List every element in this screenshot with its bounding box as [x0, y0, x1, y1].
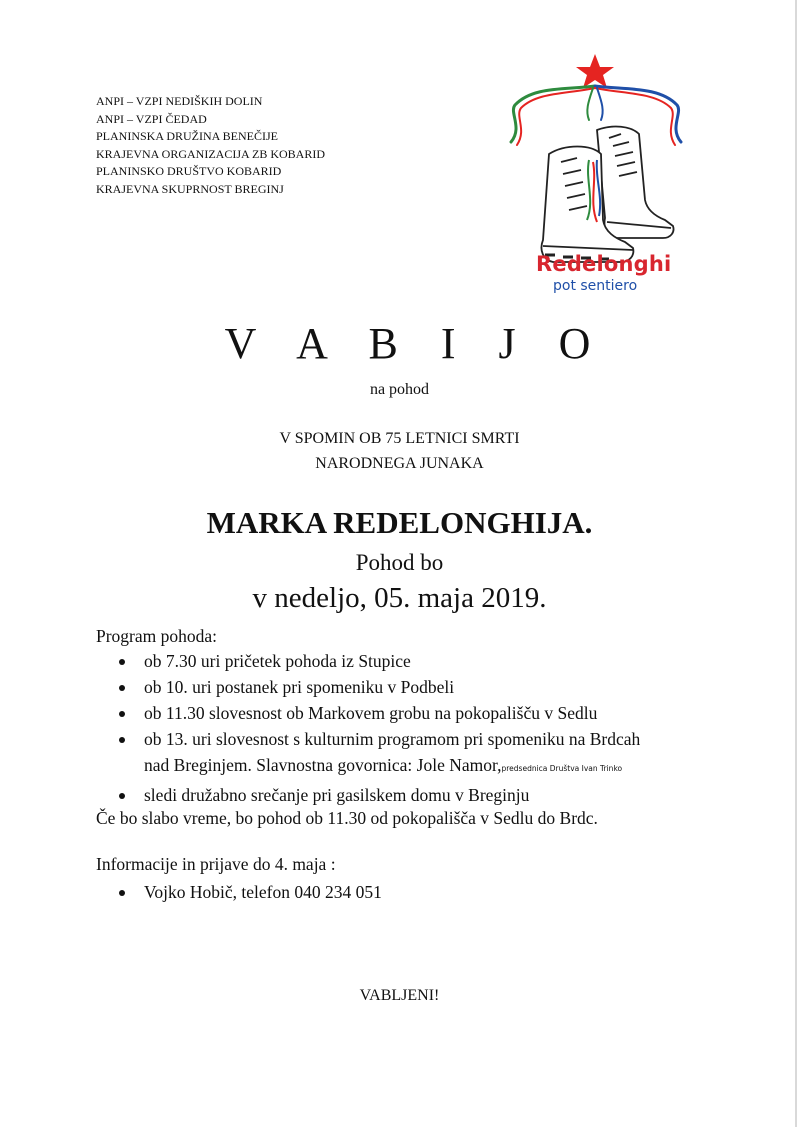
- organizer-item: ANPI – VZPI ČEDAD: [96, 111, 207, 126]
- bad-weather-note: Če bo slabo vreme, bo pohod ob 11.30 od pokopališča v Sedlu do Brdc.: [96, 808, 598, 828]
- organizer-item: KRAJEVNA ORGANIZACIJA ZB KOBARID: [96, 146, 326, 161]
- tricolor-ribbon-icon: [511, 86, 681, 145]
- organizer-item: PLANINSKA DRUŽINA BENEČIJE: [96, 129, 279, 143]
- hike-intro: Pohod bo: [355, 550, 444, 575]
- hike-date: v nedeljo, 05. maja 2019.: [252, 582, 547, 614]
- logo-title: Redelonghi: [536, 252, 672, 276]
- list-item: ob 7.30 uri pričetek pohoda iz Stupice: [96, 648, 640, 674]
- bullet-icon: [119, 659, 125, 665]
- program-label: Program pohoda:: [96, 626, 218, 646]
- list-item: ob 11.30 slovesnost ob Markovem grobu na pokopališču v Sedlu: [96, 700, 640, 726]
- bullet-icon: [119, 737, 125, 743]
- boots-icon: [541, 127, 673, 262]
- list-item: ob 13. uri slovesnost s kulturnim programom pri spomeniku na Brdcah nad Breginjem. Slavnostna govornica: Jole Namor,predsednica Društva Ivan Trinko: [96, 726, 640, 782]
- bullet-icon: [119, 685, 125, 691]
- closing-text: VABLJENI!: [359, 987, 440, 1004]
- contact-list: [96, 879, 382, 905]
- memorial-line: V SPOMIN OB 75 LETNICI SMRTI: [279, 430, 520, 447]
- lead-text: na pohod: [369, 381, 430, 398]
- organizer-item: PLANINSKO DRUŠTVO KOBARID: [96, 164, 282, 178]
- bullet-icon: [119, 793, 125, 799]
- page-title: V A B I J O: [224, 319, 607, 368]
- organizer-list: [96, 93, 325, 198]
- list-item: sledi družabno srečanje pri gasilskem domu v Breginju: [96, 782, 640, 808]
- logo-subtitle: pot sentiero: [553, 278, 638, 294]
- list-item: ob 10. uri postanek pri spomeniku v Podbeli: [96, 674, 640, 700]
- info-label: Informacije in prijave do 4. maja :: [96, 854, 336, 874]
- red-star-icon: [576, 54, 614, 88]
- organizer-item: KRAJEVNA SKUPRNOST BREGINJ: [96, 181, 284, 196]
- organizer-item: ANPI – VZPI NEDIŠKIH DOLIN: [96, 94, 263, 108]
- bullet-icon: [119, 711, 125, 717]
- memorial-line: NARODNEGA JUNAKA: [315, 455, 484, 472]
- list-item: Vojko Hobič, telefon 040 234 051: [96, 879, 382, 905]
- speaker-note: predsednica Društva Ivan Trinko: [501, 764, 623, 773]
- hero-name: MARKA REDELONGHIJA.: [206, 505, 593, 540]
- program-list: [96, 648, 640, 808]
- bullet-icon: [119, 890, 125, 896]
